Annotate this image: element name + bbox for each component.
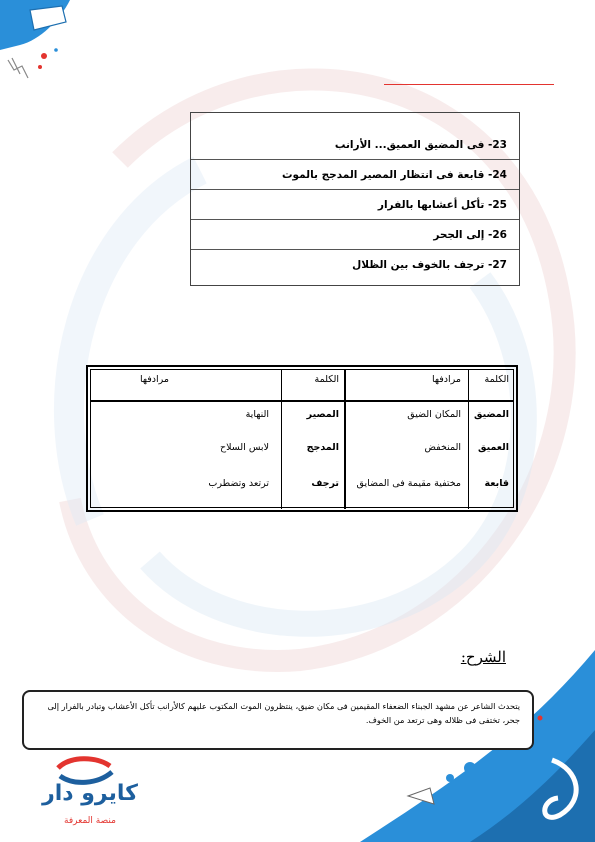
header-meaning-left: مرادفها bbox=[139, 374, 169, 385]
poem-lines-box bbox=[190, 112, 520, 286]
poem-line-25: 25- تأكل أعشابها بالفرار bbox=[191, 190, 519, 220]
header-word-left: الكلمة bbox=[314, 374, 339, 385]
vocab-meaning: المكان الضيق bbox=[407, 409, 461, 420]
logo-name: كايرو دار bbox=[42, 781, 138, 806]
hand-pointer-icon bbox=[0, 0, 70, 78]
vocab-meaning: ترتعد وتضطرب bbox=[208, 478, 269, 489]
poem-line-24: 24- قابعة فى انتظار المصير المدجج بالموت bbox=[191, 160, 519, 190]
logo-tagline: منصة المعرفة bbox=[64, 816, 116, 826]
vocab-word: العميق bbox=[478, 442, 509, 453]
vocabulary-table bbox=[86, 365, 518, 512]
vocab-meaning: لابس السلاح bbox=[219, 442, 269, 453]
vocab-word: المدجج bbox=[306, 442, 339, 453]
vocab-meaning: مختفية مقيمة فى المضايق bbox=[356, 478, 461, 489]
vocab-meaning: المنخفض bbox=[424, 442, 461, 453]
poem-line-27: 27- ترجف بالخوف بين الظلال bbox=[352, 259, 507, 271]
top-divider bbox=[384, 84, 554, 85]
vocab-word: المضيق bbox=[474, 409, 509, 420]
vocab-word: قابعة bbox=[484, 478, 509, 489]
explanation-box: يتحدث الشاعر عن مشهد الجبناء الضعفاء المقيمين فى مكان ضيق، ينتظرون الموت المكتوب عليهم كالأرانب تأكل الأعشاب وتبادر بالفرار إلى جحر، تختفى فى ظلاله وهى ترتعد من الخوف. bbox=[22, 690, 534, 750]
vocab-meaning: النهاية bbox=[245, 409, 269, 420]
explanation-title: الشرح: bbox=[460, 648, 506, 666]
header-word-right: الكلمة bbox=[484, 374, 509, 385]
logo-mark bbox=[58, 759, 112, 783]
vocab-word: ترجف bbox=[311, 478, 339, 489]
vocab-word: المصير bbox=[306, 409, 339, 420]
poem-line-23: 23- فى المضيق العميق... الأرانب bbox=[191, 130, 519, 160]
header-meaning-right: مرادفها bbox=[431, 374, 461, 385]
poem-line-26: 26- إلى الجحر bbox=[191, 220, 519, 250]
